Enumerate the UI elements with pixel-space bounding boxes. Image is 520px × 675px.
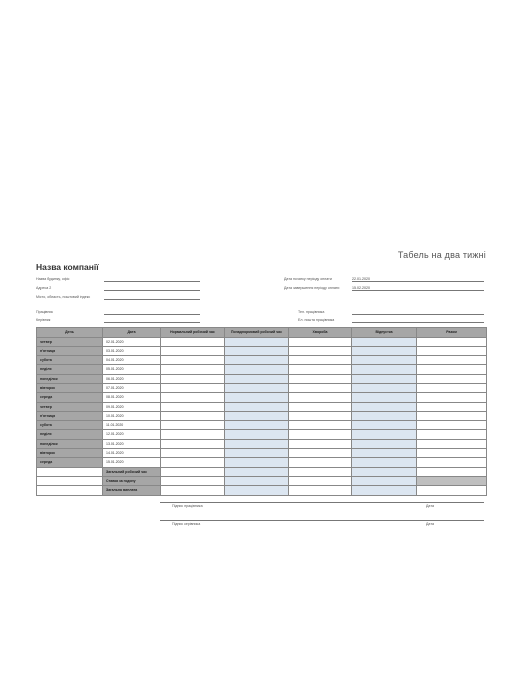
day-cell: субота: [37, 421, 103, 430]
regular-hours-cell[interactable]: [161, 402, 225, 411]
date-cell: 11.01.2020: [103, 421, 161, 430]
address-line-1-label: Назва будинку, офіс: [36, 277, 70, 281]
day-cell: середа: [37, 393, 103, 402]
table-row: [37, 449, 487, 458]
vacation-cell[interactable]: [352, 458, 417, 467]
summary-label: Ставка за годину: [103, 476, 161, 485]
date-cell: 10.01.2020: [103, 411, 161, 420]
sick-cell[interactable]: [289, 411, 352, 420]
vacation-cell[interactable]: [352, 346, 417, 355]
header-sick: Хвороба: [289, 328, 352, 338]
table-row: [37, 430, 487, 439]
regular-hours-cell[interactable]: [161, 411, 225, 420]
vacation-cell[interactable]: [352, 439, 417, 448]
regular-hours-cell[interactable]: [161, 458, 225, 467]
overtime-hours-cell[interactable]: [225, 346, 289, 355]
summary-spacer: [37, 467, 103, 476]
sick-cell[interactable]: [289, 458, 352, 467]
table-header-row: [37, 328, 487, 338]
table-row: [37, 439, 487, 448]
vacation-cell[interactable]: [352, 383, 417, 392]
period-end-label: Дата завершення періоду оплати: [284, 286, 340, 290]
timesheet-sheet: [32, 244, 486, 544]
table-row: [37, 356, 487, 365]
sick-cell[interactable]: [289, 421, 352, 430]
email-field[interactable]: [352, 322, 484, 323]
summary-row: [37, 467, 487, 476]
regular-hours-cell[interactable]: [161, 393, 225, 402]
day-cell: субота: [37, 356, 103, 365]
city-label: Місто, область, поштовий індекс: [36, 295, 91, 299]
manager-label: Керівник: [36, 318, 51, 322]
total-cell: [417, 439, 487, 448]
regular-hours-cell[interactable]: [161, 356, 225, 365]
sick-cell[interactable]: [289, 430, 352, 439]
table-row: [37, 337, 487, 346]
vacation-cell[interactable]: [352, 356, 417, 365]
overtime-hours-cell[interactable]: [225, 356, 289, 365]
total-cell: [417, 449, 487, 458]
sick-cell[interactable]: [289, 383, 352, 392]
sick-cell[interactable]: [289, 402, 352, 411]
date-cell: 15.01.2020: [103, 458, 161, 467]
summary-value-cell: [225, 486, 289, 495]
vacation-cell[interactable]: [352, 430, 417, 439]
summary-label: Загальна виплата: [103, 486, 161, 495]
summary-value-cell: [289, 467, 352, 476]
address-line-2-field[interactable]: [104, 290, 200, 291]
timesheet-table: [36, 327, 487, 496]
total-cell: [417, 421, 487, 430]
overtime-hours-cell[interactable]: [225, 449, 289, 458]
date-cell: 04.01.2020: [103, 356, 161, 365]
table-row: [37, 393, 487, 402]
period-end-line: [352, 290, 484, 291]
address-line-2-label: Адреса 2: [36, 286, 52, 290]
summary-value-cell: [352, 467, 417, 476]
header-regular-hours: Нормальний робочий час: [161, 328, 225, 338]
employee-label: Працівник: [36, 310, 53, 314]
summary-value-cell: [225, 476, 289, 485]
email-label: Ел. пошта працівника: [298, 318, 335, 322]
summary-value-cell: [417, 486, 487, 495]
day-cell: вівторок: [37, 383, 103, 392]
overtime-hours-cell[interactable]: [225, 421, 289, 430]
regular-hours-cell[interactable]: [161, 439, 225, 448]
date-cell: 13.01.2020: [103, 439, 161, 448]
summary-value-cell: [289, 486, 352, 495]
header-date: Дата: [103, 328, 161, 338]
sick-cell[interactable]: [289, 346, 352, 355]
city-field[interactable]: [104, 299, 200, 300]
phone-label: Тел. працівника: [298, 310, 325, 314]
vacation-cell[interactable]: [352, 365, 417, 374]
employee-field[interactable]: [104, 314, 200, 315]
date-cell: 07.01.2020: [103, 383, 161, 392]
summary-row: [37, 486, 487, 495]
day-cell: середа: [37, 458, 103, 467]
overtime-hours-cell[interactable]: [225, 402, 289, 411]
vacation-cell[interactable]: [352, 402, 417, 411]
day-cell: понеділок: [37, 439, 103, 448]
sick-cell[interactable]: [289, 374, 352, 383]
overtime-hours-cell[interactable]: [225, 383, 289, 392]
day-cell: четвер: [37, 402, 103, 411]
sick-cell[interactable]: [289, 356, 352, 365]
header-day: День: [37, 328, 103, 338]
table-row: [37, 365, 487, 374]
summary-value-cell: [352, 476, 417, 485]
regular-hours-cell[interactable]: [161, 346, 225, 355]
date-cell: 05.01.2020: [103, 365, 161, 374]
summary-value-cell: [289, 476, 352, 485]
summary-value-cell: [417, 467, 487, 476]
total-cell: [417, 430, 487, 439]
total-cell: [417, 402, 487, 411]
address-line-1-field[interactable]: [104, 281, 200, 282]
day-cell: неділя: [37, 430, 103, 439]
employee-date-label: Дата: [426, 504, 434, 508]
total-cell: [417, 356, 487, 365]
total-cell: [417, 346, 487, 355]
date-cell: 14.01.2020: [103, 449, 161, 458]
manager-signature-label: Підпис керівника: [172, 522, 201, 526]
employee-signature-line: [160, 502, 484, 503]
total-cell: [417, 374, 487, 383]
day-cell: вівторок: [37, 449, 103, 458]
date-cell: 03.01.2020: [103, 346, 161, 355]
regular-hours-cell[interactable]: [161, 421, 225, 430]
regular-hours-cell[interactable]: [161, 365, 225, 374]
total-cell: [417, 365, 487, 374]
regular-hours-cell[interactable]: [161, 374, 225, 383]
vacation-cell[interactable]: [352, 337, 417, 346]
summary-value-cell: [161, 476, 225, 485]
overtime-hours-cell[interactable]: [225, 411, 289, 420]
vacation-cell[interactable]: [352, 421, 417, 430]
overtime-hours-cell[interactable]: [225, 365, 289, 374]
day-cell: четвер: [37, 337, 103, 346]
summary-row: [37, 476, 487, 485]
sick-cell[interactable]: [289, 439, 352, 448]
manager-signature-line: [160, 520, 484, 521]
summary-value-cell: [417, 476, 487, 485]
vacation-cell[interactable]: [352, 393, 417, 402]
overtime-hours-cell[interactable]: [225, 337, 289, 346]
total-cell: [417, 393, 487, 402]
sick-cell[interactable]: [289, 365, 352, 374]
overtime-hours-cell[interactable]: [225, 458, 289, 467]
table-row: [37, 374, 487, 383]
date-cell: 09.01.2020: [103, 402, 161, 411]
regular-hours-cell[interactable]: [161, 449, 225, 458]
table-row: [37, 346, 487, 355]
date-cell: 02.01.2020: [103, 337, 161, 346]
vacation-cell[interactable]: [352, 411, 417, 420]
vacation-cell[interactable]: [352, 449, 417, 458]
regular-hours-cell[interactable]: [161, 430, 225, 439]
sick-cell[interactable]: [289, 337, 352, 346]
overtime-hours-cell[interactable]: [225, 374, 289, 383]
period-start-value[interactable]: 22.01.2020: [352, 277, 370, 281]
overtime-hours-cell[interactable]: [225, 439, 289, 448]
day-cell: п'ятниця: [37, 411, 103, 420]
table-row: [37, 411, 487, 420]
sick-cell[interactable]: [289, 449, 352, 458]
total-cell: [417, 411, 487, 420]
day-cell: п'ятниця: [37, 346, 103, 355]
manager-field[interactable]: [104, 322, 200, 323]
summary-value-cell: [352, 486, 417, 495]
date-cell: 12.01.2020: [103, 430, 161, 439]
overtime-hours-cell[interactable]: [225, 393, 289, 402]
summary-value-cell: [225, 467, 289, 476]
manager-date-label: Дата: [426, 522, 434, 526]
total-cell: [417, 337, 487, 346]
regular-hours-cell[interactable]: [161, 337, 225, 346]
total-cell: [417, 383, 487, 392]
table-row: [37, 402, 487, 411]
company-name: Назва компанії: [36, 262, 99, 272]
document-title: Табель на два тижні: [397, 250, 486, 260]
table-row: [37, 458, 487, 467]
date-cell: 08.01.2020: [103, 393, 161, 402]
day-cell: понеділок: [37, 374, 103, 383]
summary-value-cell: [161, 486, 225, 495]
header-vacation: Відпустка: [352, 328, 417, 338]
date-cell: 06.01.2020: [103, 374, 161, 383]
period-start-line: [352, 281, 484, 282]
sick-cell[interactable]: [289, 393, 352, 402]
regular-hours-cell[interactable]: [161, 383, 225, 392]
employee-signature-label: Підпис працівника: [172, 504, 203, 508]
total-cell: [417, 458, 487, 467]
period-end-value[interactable]: 15.02.2020: [352, 286, 370, 290]
table-row: [37, 421, 487, 430]
summary-spacer: [37, 486, 103, 495]
period-start-label: Дата початку періоду оплати: [284, 277, 332, 281]
phone-field[interactable]: [352, 314, 484, 315]
vacation-cell[interactable]: [352, 374, 417, 383]
summary-spacer: [37, 476, 103, 485]
summary-label: Загальний робочий час: [103, 467, 161, 476]
day-cell: неділя: [37, 365, 103, 374]
header-overtime-hours: Понаднормовий робочий час: [225, 328, 289, 338]
table-row: [37, 383, 487, 392]
overtime-hours-cell[interactable]: [225, 430, 289, 439]
summary-value-cell: [161, 467, 225, 476]
header-total: Разом: [417, 328, 487, 338]
